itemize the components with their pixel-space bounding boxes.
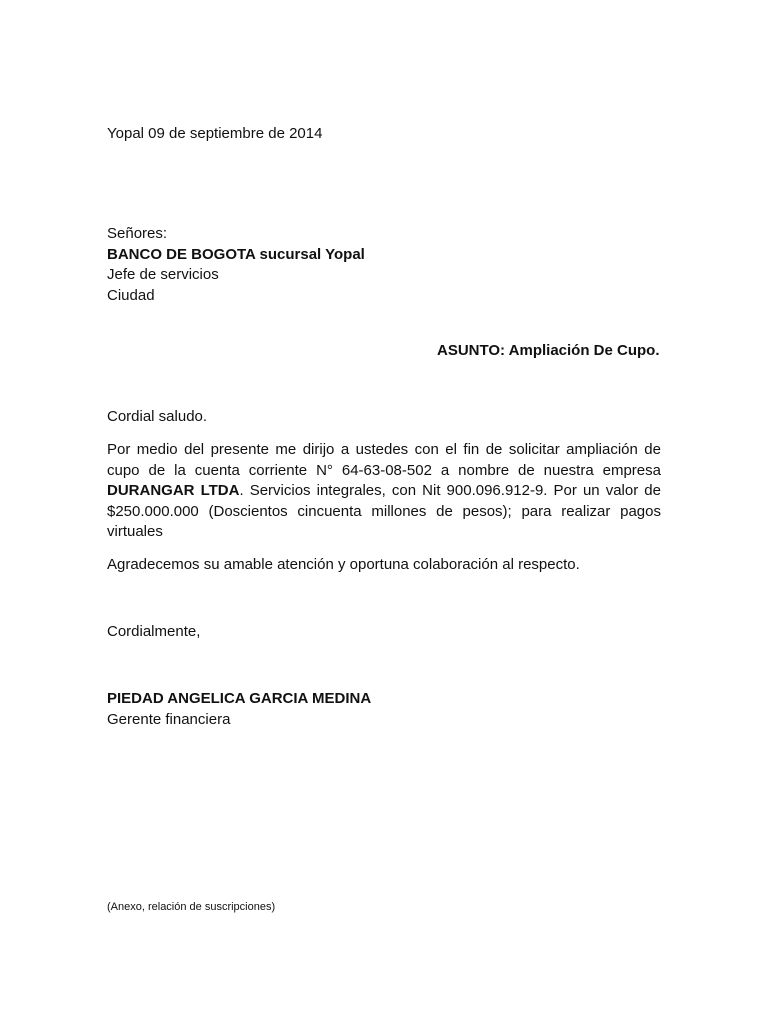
annex-note: (Anexo, relación de suscripciones) (107, 901, 276, 913)
greeting: Cordial saludo. (107, 408, 208, 425)
thanks-paragraph: Agradecemos su amable atención y oportuna colaboración al respecto. (107, 556, 580, 573)
body-text-part2: . Servicios integrales, con Nit 900.096.912-9. Por un valor de $250.000.000 (Doscientos cincuenta millones de pesos); para realizar pagos virtuales (107, 482, 661, 540)
closing: Cordialmente, (107, 623, 201, 640)
signer-role: Gerente financiera (107, 711, 231, 728)
body-text-part1: Por medio del presente me dirijo a ustedes con el fin de solicitar ampliación de cupo de la cuenta corriente N° 64-63-08-502 a nombre de nuestra empresa (107, 441, 661, 479)
recipient-city: Ciudad (107, 286, 155, 304)
bank-line (107, 245, 365, 266)
signer-name: PIEDAD ANGELICA GARCIA MEDINA (107, 690, 372, 707)
body-paragraph (107, 440, 661, 543)
bank-name: BANCO DE BOGOTA (107, 245, 256, 263)
bank-branch: sucursal Yopal (255, 245, 365, 263)
recipient-block (107, 224, 365, 306)
recipient-position: Jefe de servicios (107, 266, 219, 283)
date-line: Yopal 09 de septiembre de 2014 (107, 125, 323, 142)
subject-line: ASUNTO: Ampliación De Cupo. (437, 342, 660, 359)
salutation: Señores: (107, 225, 168, 242)
company-name: DURANGAR LTDA (107, 482, 240, 499)
